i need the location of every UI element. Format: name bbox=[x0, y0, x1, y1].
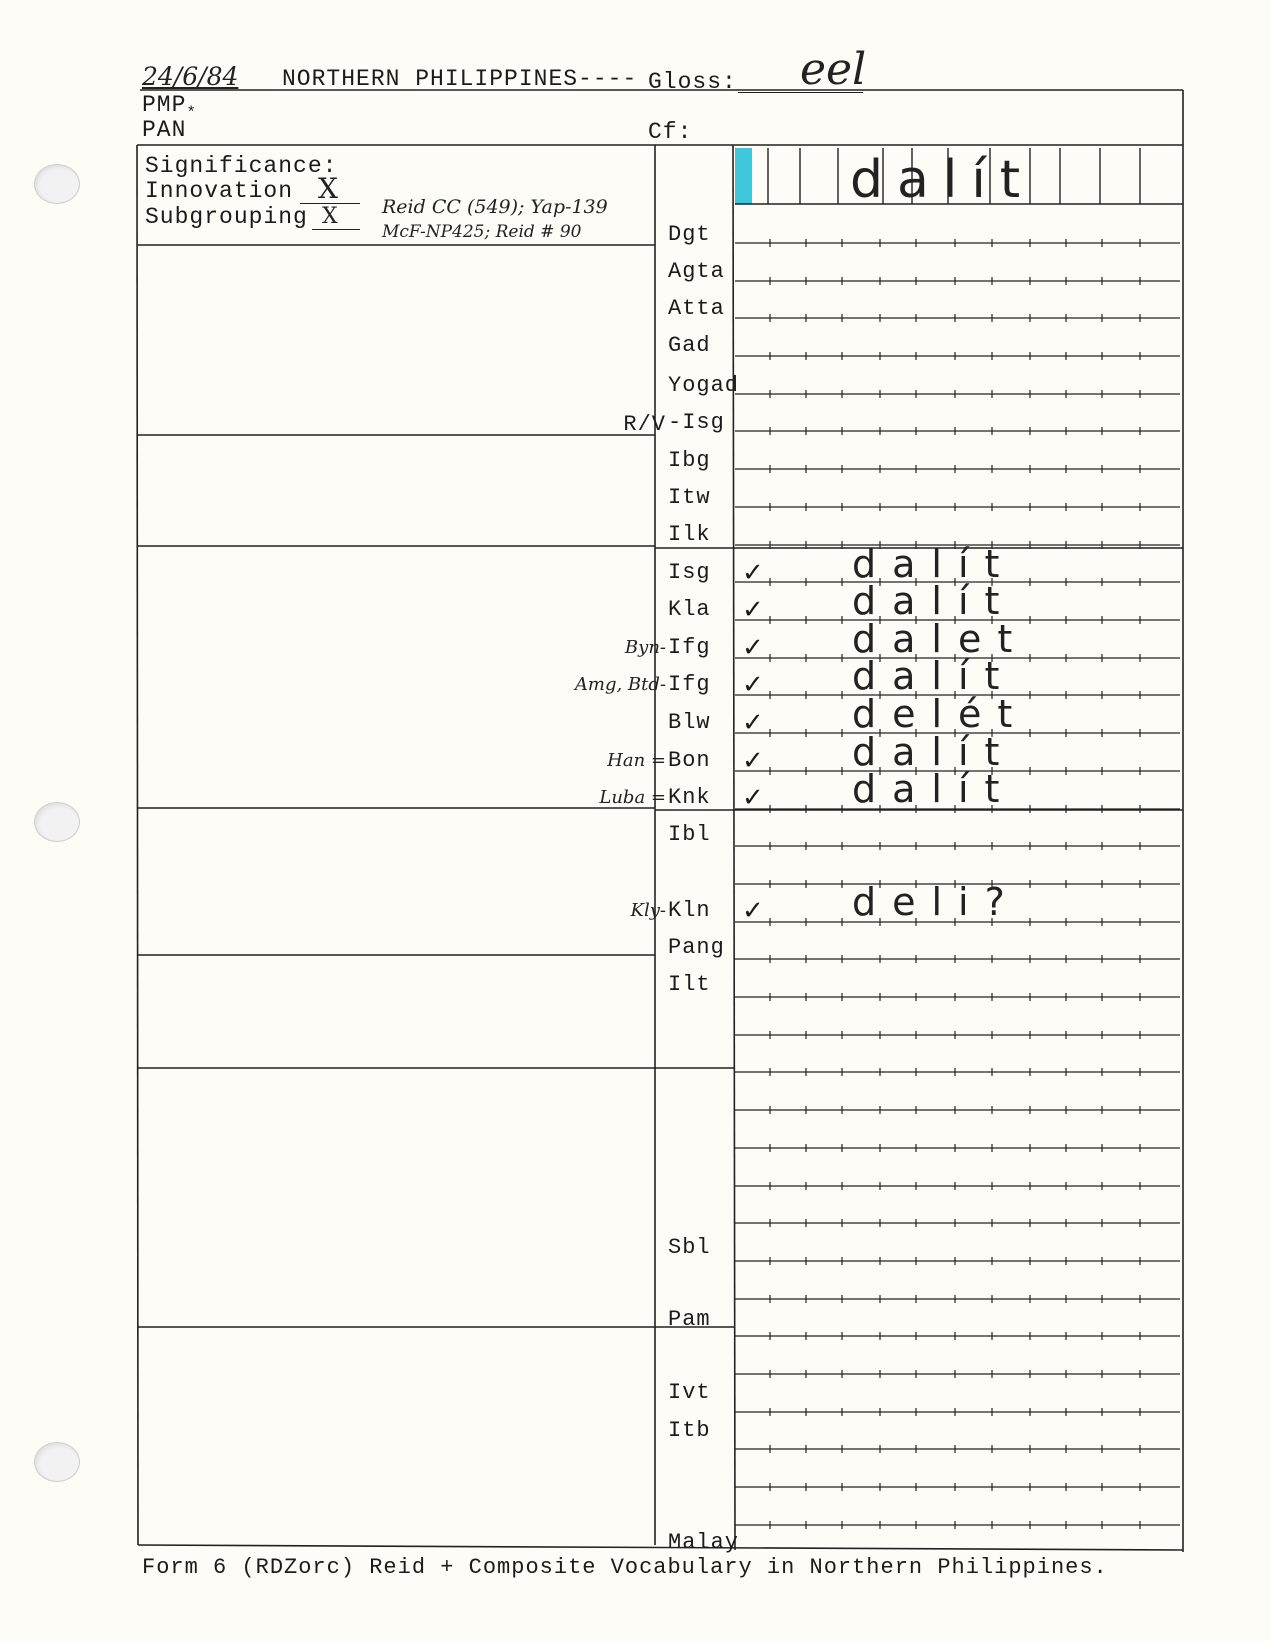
language-code: Itb bbox=[668, 1418, 711, 1443]
reconstructed-form: dalít bbox=[852, 654, 1016, 698]
gloss-value: eel bbox=[800, 44, 867, 95]
references-line-2: McF-NP425; Reid # 90 bbox=[382, 222, 582, 242]
language-prefix: Byn- bbox=[624, 637, 666, 658]
check-mark: ✓ bbox=[742, 670, 764, 700]
pmp-label: $PMP_*$ bbox=[142, 92, 198, 122]
reconstructed-form: delét bbox=[852, 692, 1029, 736]
language-code: Gad bbox=[668, 333, 711, 358]
language-code: Knk bbox=[668, 785, 711, 810]
language-code: Kla bbox=[668, 597, 711, 622]
language-prefix: Luba = bbox=[599, 787, 666, 808]
significance-label: Significance: bbox=[145, 153, 338, 179]
language-code: Sbl bbox=[668, 1235, 711, 1260]
gloss-label: Gloss: bbox=[648, 69, 737, 95]
check-mark: ✓ bbox=[742, 595, 764, 625]
language-code: Ifg bbox=[668, 635, 711, 660]
language-code: Bon bbox=[668, 748, 711, 773]
reconstructed-form: dalít bbox=[852, 767, 1016, 811]
language-code: Agta bbox=[668, 259, 725, 284]
language-prefix: R/V bbox=[623, 412, 666, 437]
check-mark: ✓ bbox=[742, 708, 764, 738]
language-prefix: Amg, Btd- bbox=[574, 674, 666, 695]
language-code: Ivt bbox=[668, 1380, 711, 1405]
reconstructed-form: dalít bbox=[852, 730, 1016, 774]
subgrouping-label: Subgrouping bbox=[145, 204, 308, 230]
language-code: Malay bbox=[668, 1530, 740, 1555]
innovation-label: Innovation bbox=[145, 178, 294, 204]
language-code: Kln bbox=[668, 898, 711, 923]
check-mark: ✓ bbox=[742, 558, 764, 588]
check-mark: ✓ bbox=[742, 633, 764, 663]
language-code: Ilk bbox=[668, 522, 711, 547]
language-code: Isg bbox=[668, 560, 711, 585]
reconstructed-form: dalít bbox=[852, 579, 1016, 623]
date: 24/6/84 bbox=[142, 62, 239, 91]
cf-label: Cf: bbox=[648, 119, 693, 145]
language-prefix: Han = bbox=[607, 750, 666, 771]
language-code: Ibg bbox=[668, 448, 711, 473]
references-line-1: Reid CC (549); Yap-139 bbox=[382, 196, 608, 218]
innovation-value: X bbox=[318, 172, 338, 205]
check-mark: ✓ bbox=[742, 896, 764, 926]
header-form: dalít bbox=[850, 150, 1035, 210]
language-prefix: Kly- bbox=[630, 900, 666, 921]
check-mark: ✓ bbox=[742, 783, 764, 813]
form-title: NORTHERN PHILIPPINES---- bbox=[282, 66, 638, 92]
language-code: Ifg bbox=[668, 672, 711, 697]
subgrouping-value: X bbox=[322, 204, 338, 229]
language-code: Itw bbox=[668, 485, 711, 510]
language-code: Pang bbox=[668, 935, 725, 960]
language-code: Ibl bbox=[668, 822, 711, 847]
language-code: Blw bbox=[668, 710, 711, 735]
reconstructed-form: dalet bbox=[852, 617, 1029, 661]
reconstructed-form: dalít bbox=[852, 542, 1016, 586]
language-code: Atta bbox=[668, 296, 725, 321]
footer-note: Form 6 (RDZorc) Reid + Composite Vocabulary in Northern Philippines. bbox=[142, 1555, 1108, 1580]
language-code: -Isg bbox=[668, 410, 725, 435]
language-code: Ilt bbox=[668, 972, 711, 997]
check-mark: ✓ bbox=[742, 746, 764, 776]
language-code: Pam bbox=[668, 1307, 711, 1332]
language-code: Dgt bbox=[668, 222, 711, 247]
reconstructed-form: deli? bbox=[852, 880, 1021, 924]
language-code: Yogad bbox=[668, 373, 740, 398]
pan-label: PAN bbox=[142, 117, 187, 143]
